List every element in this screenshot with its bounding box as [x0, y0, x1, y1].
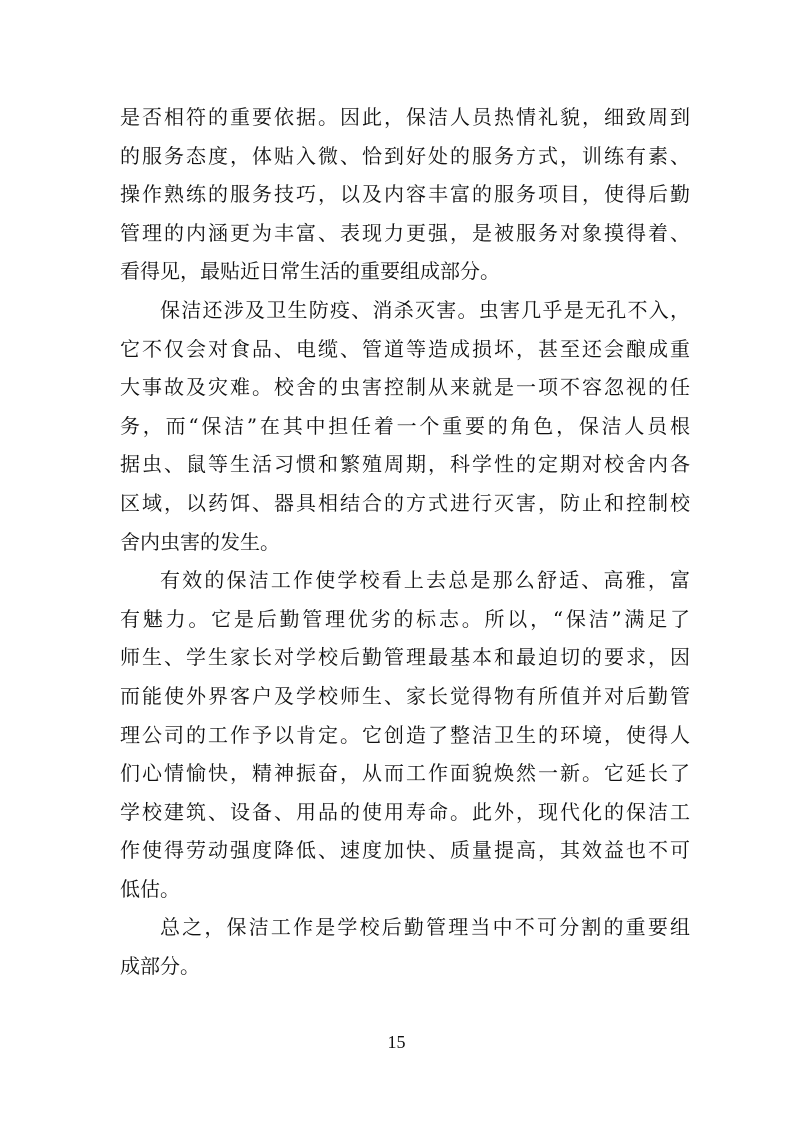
text-line: 低估。 — [120, 876, 180, 901]
text-line: 是否相符的重要依据。因此，保洁人员热情礼貌，细致周到 — [120, 105, 690, 129]
text-line: 舍内虫害的发生。 — [120, 529, 280, 554]
text-line: 操作熟练的服务技巧，以及内容丰富的服务项目，使得后勤 — [120, 182, 690, 207]
text-line: 区域，以药饵、器具相结合的方式进行灭害，防止和控制校 — [120, 490, 690, 515]
page-number: 15 — [387, 1032, 406, 1052]
body-text — [120, 98, 690, 986]
text-line: 有魅力。它是后勤管理优劣的标志。所以，“保洁”满足了 — [120, 606, 690, 631]
text-line: 作使得劳动强度降低、速度加快、质量提高，其效益也不可 — [120, 838, 690, 863]
text-line: 理公司的工作予以肯定。它创造了整洁卫生的环境，使得人 — [120, 722, 690, 747]
text-line: 的服务态度，体贴入微、恰到好处的服务方式，训练有素、 — [120, 143, 690, 168]
text-line: 而能使外界客户及学校师生、家长觉得物有所值并对后勤管 — [120, 683, 690, 708]
text-line: 务，而“保洁”在其中担任着一个重要的角色，保洁人员根 — [120, 413, 690, 438]
text-line: 据虫、鼠等生活习惯和繁殖周期，科学性的定期对校舍内各 — [120, 452, 690, 477]
text-line: 大事故及灾难。校舍的虫害控制从来就是一项不容忽视的任 — [120, 375, 690, 400]
text-line: 看得见，最贴近日常生活的重要组成部分。 — [120, 259, 500, 284]
text-line: 保洁还涉及卫生防疫、消杀灭害。虫害几乎是无孔不入， — [160, 297, 690, 322]
text-line: 它不仅会对食品、电缆、管道等造成损坏，甚至还会酿成重 — [120, 336, 690, 361]
text-line: 有效的保洁工作使学校看上去总是那么舒适、高雅，富 — [160, 568, 690, 593]
paragraph-4 — [120, 908, 690, 985]
paragraph-2 — [120, 291, 690, 561]
paragraph-3 — [120, 561, 690, 908]
paragraph-1 — [120, 98, 690, 291]
text-line: 管理的内涵更为丰富、表现力更强，是被服务对象摸得着、 — [120, 220, 690, 245]
text-line: 师生、学生家长对学校后勤管理最基本和最迫切的要求，因 — [120, 645, 690, 670]
text-line: 们心情愉快，精神振奋，从而工作面貌焕然一新。它延长了 — [120, 761, 690, 786]
text-line: 总之，保洁工作是学校后勤管理当中不可分割的重要组 — [160, 915, 690, 940]
text-line: 学校建筑、设备、用品的使用寿命。此外，现代化的保洁工 — [120, 799, 690, 824]
text-line: 成部分。 — [120, 954, 200, 979]
